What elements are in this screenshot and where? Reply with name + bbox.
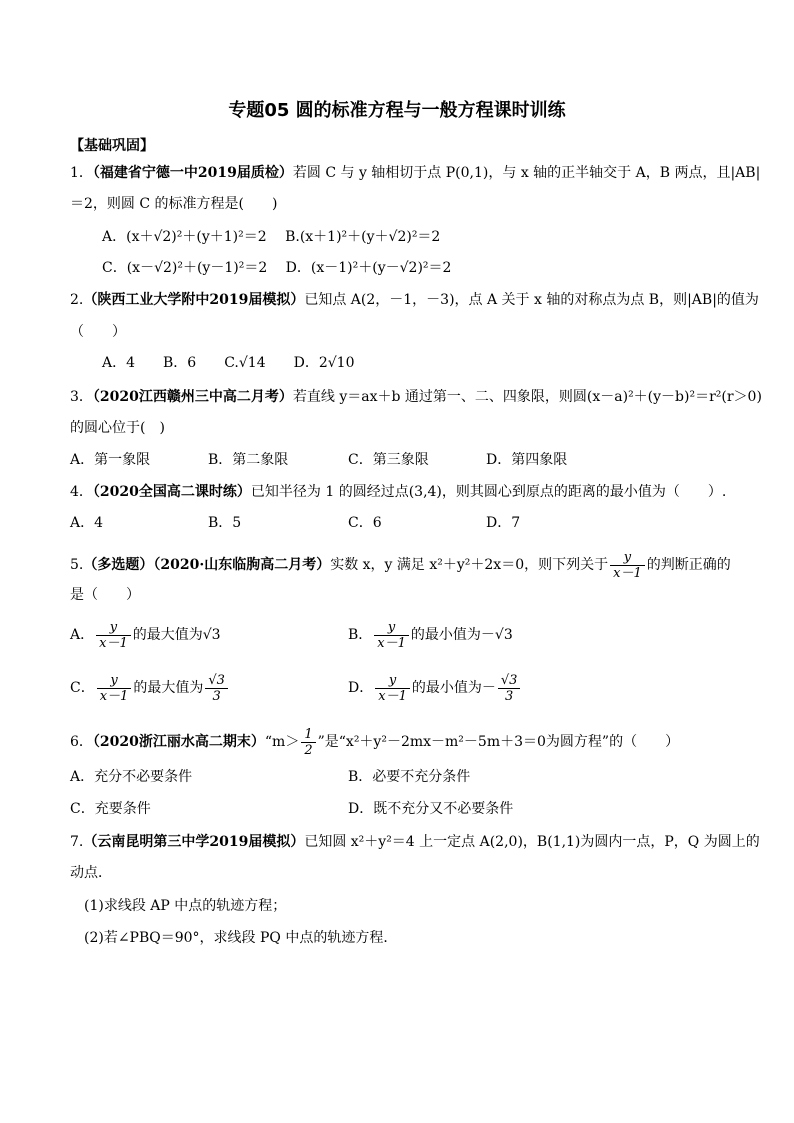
q3-source: （2020江西赣州三中高二月考） (92, 389, 293, 405)
q4-text: 已知半径为 1 的圆经过点(3,4)，则其圆心到原点的距离的最小值为（ ）. (250, 484, 727, 500)
question-4 (70, 482, 726, 502)
question-5 (70, 547, 731, 583)
question-3 (70, 387, 762, 407)
q3-option-a: A．第一象限 (70, 452, 151, 468)
q5-text-line2: 是（ ） (70, 587, 140, 603)
q5-option-a: A． $\frac{y}{x-1}$ 的最大值为√3 (70, 619, 221, 651)
q1-text-line2: ＝2，则圆 C 的标准方程是( ) (70, 196, 278, 212)
page-title: 专题05 圆的标准方程与一般方程课时训练 (228, 100, 566, 121)
q4-option-b: B．5 (208, 515, 242, 531)
q3-option-b: B．第二象限 (208, 452, 289, 468)
q2-text-line2: （ ） (70, 324, 126, 340)
q5-option-a-fraction: $\frac{y}{x-1}$ (96, 620, 131, 651)
q5-option-d: D． $\frac{y}{x-1}$ 的最小值为－ $\frac{√3}{3}$ (348, 668, 522, 708)
q5-source: （2020·山东临朐高二月考） (153, 557, 331, 573)
question-7 (70, 832, 760, 852)
q2-text-line1: 已知点 A(2，－1，－3)，点 A 关于 x 轴的对称点为点 B，则|AB|的值为 (304, 292, 759, 308)
section-heading: 【基础巩固】 (70, 138, 154, 154)
q4-number: 4． (70, 484, 93, 500)
q1-source: （福建省宁德一中2019届质检） (92, 165, 293, 181)
q4-option-d: D．7 (486, 515, 521, 531)
q1-options-ab: A．(x＋√2)²＋(y＋1)²＝2 B.(x＋1)²＋(y＋√2)²＝2 (102, 229, 441, 245)
q7-text-line1: 已知圆 x²＋y²＝4 上一定点 A(2,0)，B(1,1)为圆内一点，P，Q 为圆上的 (304, 834, 760, 850)
q7-subquestion-1: (1)求线段 AP 中点的轨迹方程； (84, 898, 287, 914)
q5-option-c-root3: $\frac{√3}{3}$ (205, 673, 228, 704)
q5-option-c-fraction: $\frac{y}{x-1}$ (97, 673, 132, 704)
q1-text-line1: 若圆 C 与 y 轴相切于点 P(0,1)，与 x 轴的正半轴交于 A，B 两点，且|AB| (292, 165, 761, 181)
q3-option-c: C．第三象限 (348, 452, 429, 468)
q4-option-a: A．4 (70, 515, 104, 531)
q7-subquestion-2: (2)若∠PBQ＝90°，求线段 PQ 中点的轨迹方程． (84, 930, 398, 946)
q2-source: （陕西工业大学附中2019届模拟） (83, 292, 305, 308)
q7-source: （云南昆明第三中学2019届模拟） (83, 834, 305, 850)
q6-option-b: B．必要不充分条件 (348, 769, 471, 785)
q6-option-a: A．充分不必要条件 (70, 769, 193, 785)
q2-options: A．4 B．6 C.√14 D．2√10 (102, 355, 355, 371)
q4-source: （2020全国高二课时练） (92, 484, 251, 500)
q6-option-c: C．充要条件 (70, 801, 151, 817)
q6-half-fraction: $\frac{1}{2}$ (301, 727, 315, 758)
q5-tag: （多选题） (83, 557, 154, 573)
q1-number: 1． (70, 165, 93, 181)
q6-option-d: D．既不充分又不必要条件 (348, 801, 514, 817)
q6-number: 6． (70, 734, 93, 750)
q5-text-line1: 实数 x，y 满足 x²＋y²＋2x＝0，则下列关于 (330, 557, 609, 573)
q2-number: 2. (70, 292, 84, 308)
q5-text-line1-end: 的判断正确的 (646, 557, 731, 573)
question-1 (70, 163, 760, 183)
q1-options-cd: C．(x－√2)²＋(y－1)²＝2 D．(x－1)²＋(y－√2)²＝2 (102, 260, 452, 276)
q3-text-line1: 若直线 y＝ax＋b 通过第一、二、四象限，则圆(x－a)²＋(y－b)²＝r²(r＞0) (292, 389, 762, 405)
question-6: 6．（2020浙江丽水高二期末）“m＞ $\frac{1}{2}$ ”是“x²＋y²－2mx－m²－5m＋3＝0为圆方程”的（ ） (70, 726, 680, 758)
q5-option-d-fraction: $\frac{y}{x-1}$ (375, 673, 410, 704)
q7-number: 7. (70, 834, 84, 850)
q6-source: （2020浙江丽水高二期末） (92, 734, 265, 750)
q5-option-b: B． $\frac{y}{x-1}$ 的最小值为－√3 (348, 619, 513, 651)
q7-text-line2: 动点． (70, 865, 112, 881)
q3-option-d: D．第四象限 (486, 452, 568, 468)
q5-option-b-fraction: $\frac{y}{x-1}$ (374, 620, 409, 651)
question-2 (70, 290, 759, 310)
q3-text-line2: 的圆心位于( ) (70, 420, 165, 436)
q3-number: 3． (70, 389, 93, 405)
q5-option-d-root3: $\frac{√3}{3}$ (498, 673, 521, 704)
q4-option-c: C．6 (348, 515, 382, 531)
q5-option-c: C． $\frac{y}{x-1}$ 的最大值为 $\frac{√3}{3}$ (70, 668, 230, 708)
q5-fraction: $\frac{y}{x-1}$ (610, 550, 645, 581)
q5-number: 5. (70, 557, 84, 573)
